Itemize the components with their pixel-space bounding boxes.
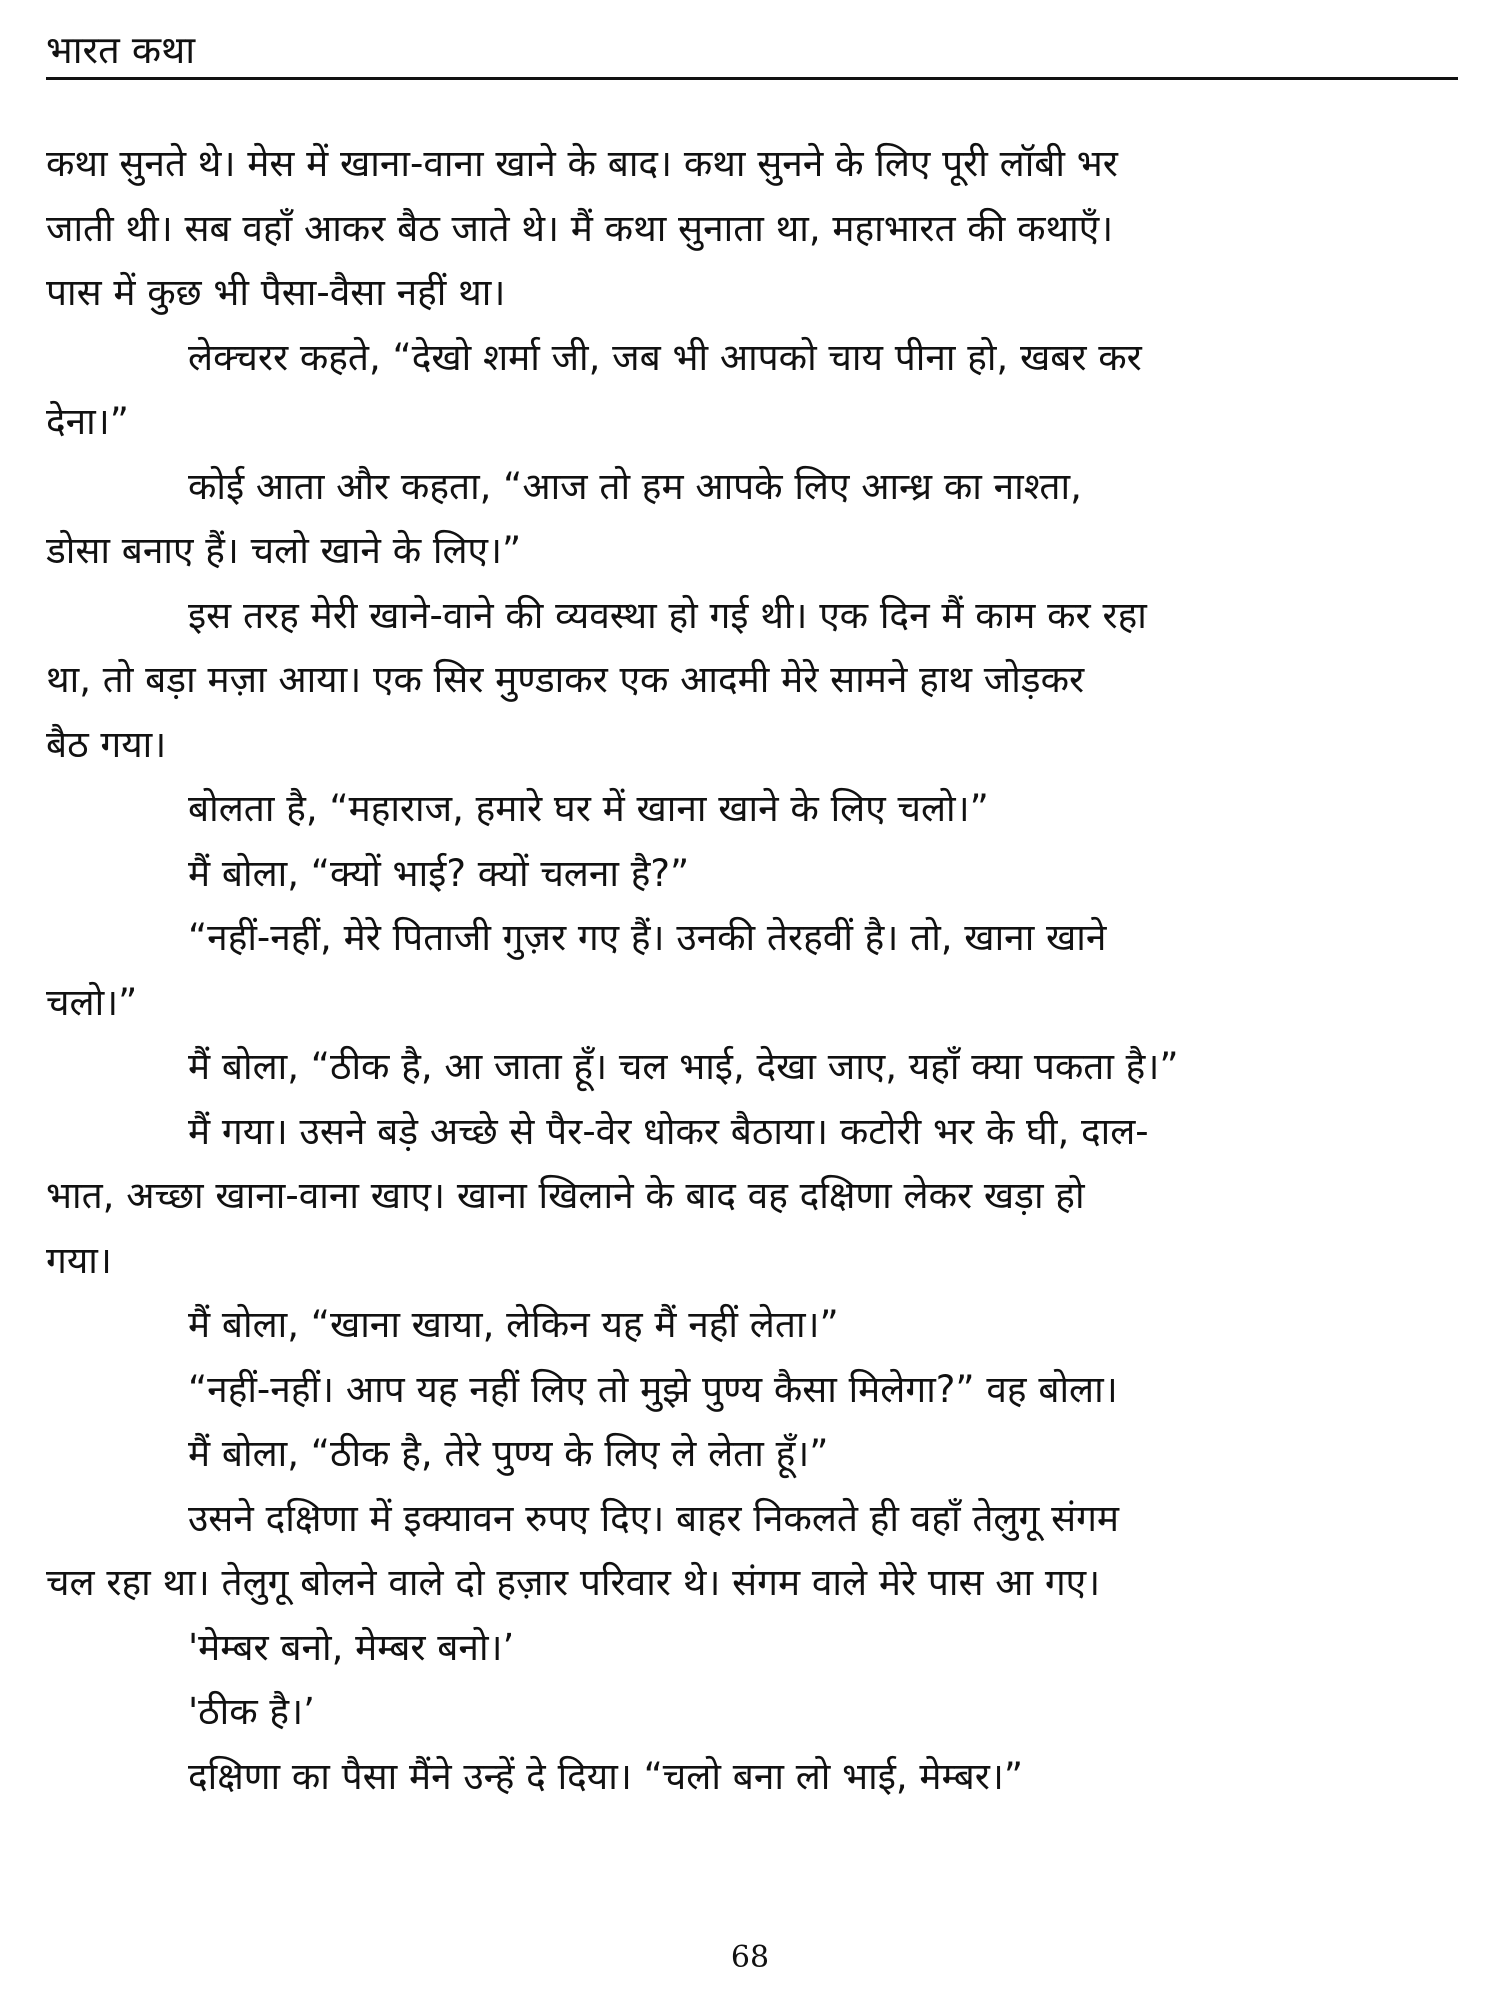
text-line: चलो।” <box>46 980 138 1024</box>
text-line: मैं बोला, “क्यों भाई? क्यों चलना है?” <box>188 851 690 895</box>
text-line: “नहीं-नहीं। आप यह नहीं लिए तो मुझे पुण्य कैसा मिलेगा?” वह बोला। <box>188 1367 1118 1411</box>
text-line: कोई आता और कहता, “आज तो हम आपके लिए आन्ध्र का नाश्ता, <box>188 464 1082 508</box>
running-head-title: भारत कथा <box>46 28 196 72</box>
body-text <box>46 132 1466 1809</box>
text-line: मैं गया। उसने बड़े अच्छे से पैर-वेर धोकर बैठाया। कटोरी भर के घी, दाल- <box>188 1109 1149 1153</box>
text-line: डोसा बनाए हैं। चलो खाने के लिए।” <box>46 529 522 572</box>
text-line: देना।” <box>46 400 129 443</box>
text-line: लेक्चरर कहते, “देखो शर्मा जी, जब भी आपको चाय पीना हो, खबर कर <box>188 335 1142 379</box>
text-line: बोलता है, “महाराज, हमारे घर में खाना खाने के लिए चलो।” <box>188 787 989 830</box>
text-line: 'मेम्बर बनो, मेम्बर बनो।’ <box>188 1625 515 1669</box>
text-line: था, तो बड़ा मज़ा आया। एक सिर मुण्डाकर एक आदमी मेरे सामने हाथ जोड़कर <box>46 658 1085 701</box>
text-line: दक्षिणा का पैसा मैंने उन्हें दे दिया। “चलो बना लो भाई, मेम्बर।” <box>188 1754 1024 1798</box>
page-number: 68 <box>730 1940 770 1975</box>
text-line: चल रहा था। तेलुगू बोलने वाले दो हज़ार परिवार थे। संगम वाले मेरे पास आ गए। <box>46 1561 1101 1604</box>
text-line: 'ठीक है।’ <box>188 1690 315 1733</box>
text-line: “नहीं-नहीं, मेरे पिताजी गुज़र गए हैं। उनकी तेरहवीं है। तो, खाना खाने <box>188 916 1107 959</box>
text-line: जाती थी। सब वहाँ आकर बैठ जाते थे। मैं कथा सुनाता था, महाभारत की कथाएँ। <box>46 206 1114 250</box>
text-line: उसने दक्षिणा में इक्यावन रुपए दिए। बाहर निकलते ही वहाँ तेलुगू संगम <box>188 1496 1120 1540</box>
text-line: कथा सुनते थे। मेस में खाना-वाना खाने के बाद। कथा सुनने के लिए पूरी लॉबी भर <box>46 142 1118 185</box>
text-line: इस तरह मेरी खाने-वाने की व्यवस्था हो गई थी। एक दिन मैं काम कर रहा <box>188 593 1147 637</box>
text-line: भात, अच्छा खाना-वाना खाए। खाना खिलाने के बाद वह दक्षिणा लेकर खड़ा हो <box>46 1174 1085 1217</box>
text-line: पास में कुछ भी पैसा-वैसा नहीं था। <box>46 271 506 314</box>
text-line: बैठ गया। <box>46 722 167 766</box>
text-line: मैं बोला, “ठीक है, आ जाता हूँ। चल भाई, देखा जाए, यहाँ क्या पकता है।” <box>188 1045 1179 1088</box>
header-rule <box>46 77 1458 80</box>
text-line: मैं बोला, “खाना खाया, लेकिन यह मैं नहीं लेता।” <box>188 1303 839 1346</box>
text-line: मैं बोला, “ठीक है, तेरे पुण्य के लिए ले लेता हूँ।” <box>188 1432 829 1475</box>
text-line: गया। <box>46 1238 112 1282</box>
